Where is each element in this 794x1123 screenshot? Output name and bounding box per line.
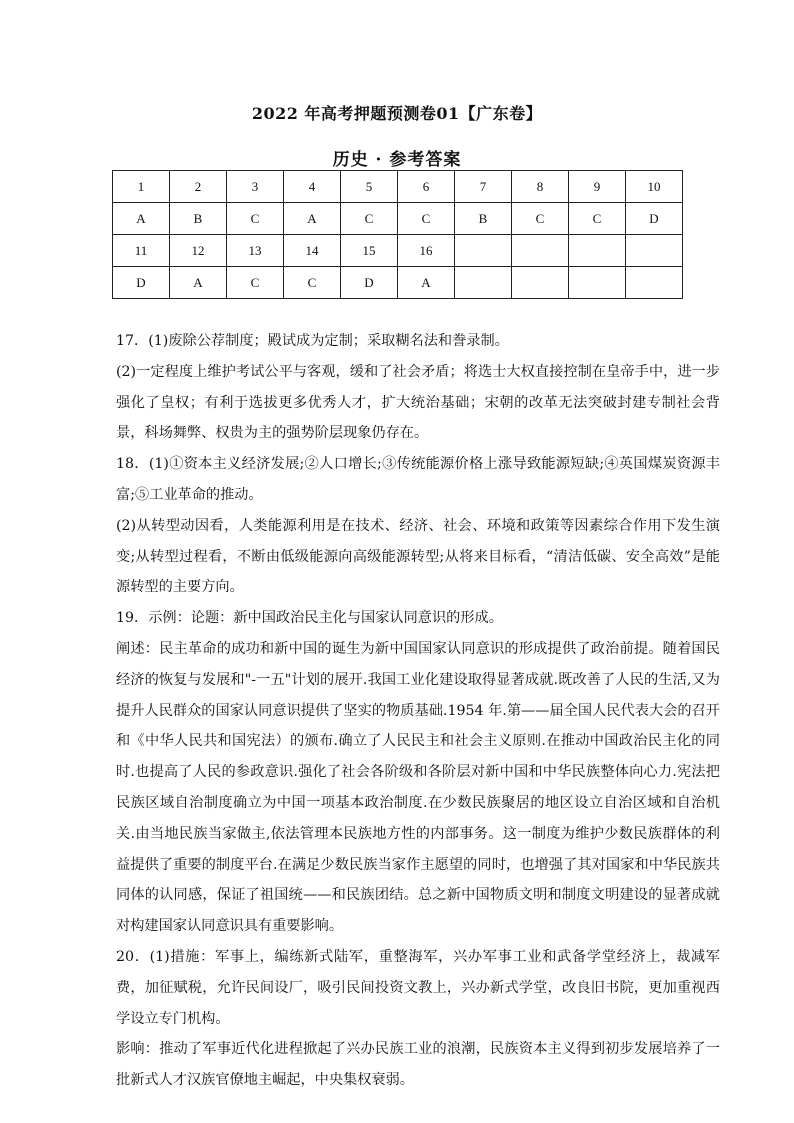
table-cell: D [626, 203, 683, 235]
table-cell: D [341, 267, 398, 299]
answer-text [116, 326, 720, 1096]
table-cell: C [227, 203, 284, 235]
table-cell: 3 [227, 171, 284, 203]
table-cell: A [284, 203, 341, 235]
table-cell: 8 [512, 171, 569, 203]
answer-paragraph: (2)一定程度上维护考试公平与客观，缓和了社会矛盾；将选士大权直接控制在皇帝手中，进一步强化了皇权；有利于选拔更多优秀人才，扩大统治基础；宋朝的改革无法突破封建专制社会背景，科场舞弊、权贵为主的强势阶层现象仍存在。 [116, 363, 720, 442]
table-cell: 11 [113, 235, 170, 267]
table-row [113, 235, 683, 267]
table-cell: C [341, 203, 398, 235]
table-cell: 12 [170, 235, 227, 267]
table-cell: 2 [170, 171, 227, 203]
table-cell [626, 235, 683, 267]
table-cell: 13 [227, 235, 284, 267]
answer-paragraph: 阐述：民主革命的成功和新中国的诞生为新中国国家认同意识的形成提供了政治前提。随着国民经济的恢复与发展和"-一五"计划的展开.我国工业化建设取得显著成就.既改善了人民的生活,又为提升人民群众的国家认同意识提供了坚实的物质基础.1954 年.第——届全国人民代表大会的召开和《中华人民共和国宪法）的颁布.确立了人民民主和社会主义原则.在推动中国政治民主化的同时.也提高了人民的参政意识.强化了社会各阶级和各阶层对新中国和中华民族整体向心力.宪法把民族区域自治制度确立为中国一项基本政治制度.在少数民族聚居的地区设立自治区域和自治机关.由当地民族当家做主,依法管理本民族地方性的内部事务。这一制度为维护少数民族群体的利益提供了重要的制度平台.在满足少数民族当家作主愿望的同时，也增强了其对国家和中华民族共同体的认同感，保证了祖国统——和民族团结。总之新中国物质文明和制度文明建设的显著成就对构建国家认同意识具有重要影响。 [116, 640, 720, 935]
table-cell: C [227, 267, 284, 299]
table-cell [569, 267, 626, 299]
table-cell: 15 [341, 235, 398, 267]
table-cell: 1 [113, 171, 170, 203]
table-cell [455, 235, 512, 267]
table-cell: 7 [455, 171, 512, 203]
answer-table-body [113, 171, 683, 299]
table-cell: 5 [341, 171, 398, 203]
answer-paragraph: 影响：推动了军事近代化进程掀起了兴办民族工业的浪潮，民族资本主义得到初步发展培养了一批新式人才汉族官僚地主崛起，中央集权衰弱。 [116, 1041, 720, 1089]
table-cell [626, 267, 683, 299]
table-cell: A [398, 267, 455, 299]
table-cell [569, 235, 626, 267]
answer-paragraph: 20．(1)措施：军事上，编练新式陆军，重整海军，兴办军事工业和武备学堂经济上，裁减军费，加征赋税，允许民间设厂，吸引民间投资文教上，兴办新式学堂，改良旧书院，更加重视西学设立专门机构。 [116, 948, 720, 1027]
answer-paragraph: (2)从转型动因看，人类能源利用是在技术、经济、社会、环境和政策等因素综合作用下发生演变;从转型过程看，不断由低级能源向高级能源转型;从将来目标看，“清洁低碳、安全高效”是能源转型的主要方向。 [116, 517, 720, 596]
answer-paragraph: 18．(1)①资本主义经济发展;②人口增长;③传统能源价格上涨导致能源短缺;④英国煤炭资源丰富;⑤工业革命的推动。 [116, 456, 720, 503]
table-cell: B [170, 203, 227, 235]
table-row [113, 203, 683, 235]
table-row [113, 267, 683, 299]
table-cell: 16 [398, 235, 455, 267]
table-cell: A [113, 203, 170, 235]
table-row [113, 171, 683, 203]
answer-paragraph: 19．示例：论题：新中国政治民主化与国家认同意识的形成。 [116, 610, 503, 627]
page-title: 2022 年高考押题预测卷01【广东卷】 [251, 104, 543, 123]
table-cell: 9 [569, 171, 626, 203]
table-cell: A [170, 267, 227, 299]
table-cell: B [455, 203, 512, 235]
table-cell: 14 [284, 235, 341, 267]
table-cell: D [113, 267, 170, 299]
table-cell: 10 [626, 171, 683, 203]
answer-paragraph: 17．(1)废除公荐制度；殿试成为定制；采取糊名法和誊录制。 [116, 333, 509, 349]
table-cell: C [398, 203, 455, 235]
answer-table [112, 170, 683, 299]
table-cell: 4 [284, 171, 341, 203]
table-cell [512, 267, 569, 299]
table-cell: C [284, 267, 341, 299]
page-subtitle: 历史 · 参考答案 [332, 150, 462, 170]
table-cell [512, 235, 569, 267]
table-cell: 6 [398, 171, 455, 203]
table-cell [455, 267, 512, 299]
table-cell: C [512, 203, 569, 235]
table-cell: C [569, 203, 626, 235]
